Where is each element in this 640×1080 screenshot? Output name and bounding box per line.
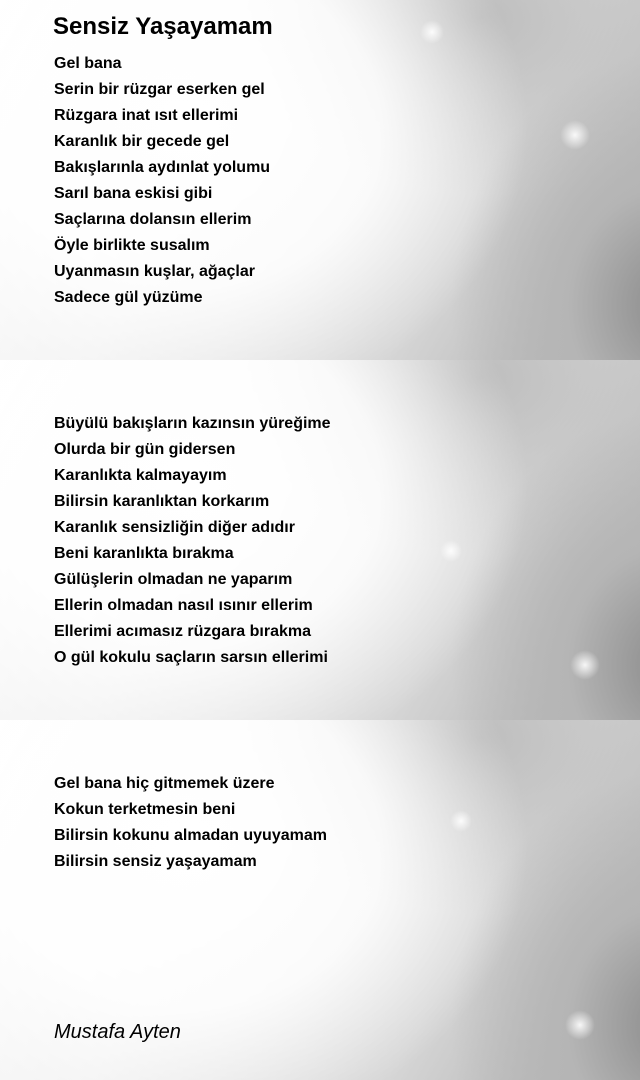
poem-line: O gül kokulu saçların sarsın ellerimi: [54, 649, 328, 666]
poem-line: Karanlık sensizliğin diğer adıdır: [54, 519, 295, 536]
poem-line: Sadece gül yüzüme: [54, 289, 203, 306]
stanza-3: [54, 771, 327, 875]
poem-title: Sensiz Yaşayamam: [53, 13, 273, 40]
poem-line: Bakışlarınla aydınlat yolumu: [54, 159, 271, 176]
poem-panel-2: [0, 360, 640, 720]
poem-line: Saçlarına dolansın ellerim: [54, 211, 252, 228]
poem-line: Bilirsin karanlıktan korkarım: [54, 493, 270, 510]
poem-line: Büyülü bakışların kazınsın yüreğime: [54, 415, 331, 432]
bokeh-light: [450, 810, 472, 832]
poem-line: Kokun terketmesin beni: [54, 801, 236, 818]
poem-line: Serin bir rüzgar eserken gel: [54, 81, 265, 98]
poem-line: Olurda bir gün gidersen: [54, 441, 236, 458]
poem-panel-1: [0, 0, 640, 360]
stanza-2: [54, 411, 331, 671]
poem-line: Ellerimi acımasız rüzgara bırakma: [54, 623, 312, 640]
poem-line: Gel bana: [54, 55, 122, 72]
poem-line: Bilirsin kokunu almadan uyuyamam: [54, 827, 327, 844]
bokeh-light: [560, 120, 590, 150]
poem-line: Karanlık bir gecede gel: [54, 133, 230, 150]
poem-line: Gel bana hiç gitmemek üzere: [54, 775, 275, 792]
poem-line: Beni karanlıkta bırakma: [54, 545, 234, 562]
poem-line: Bilirsin sensiz yaşayamam: [54, 853, 257, 870]
bokeh-light: [420, 20, 444, 44]
bokeh-light: [565, 1010, 595, 1040]
poem-line: Sarıl bana eskisi gibi: [54, 185, 213, 202]
bokeh-light: [570, 650, 600, 680]
poem-line: Ellerin olmadan nasıl ısınır ellerim: [54, 597, 313, 614]
bokeh-light: [440, 540, 462, 562]
poem-line: Uyanmasın kuşlar, ağaçlar: [54, 263, 255, 280]
poem-line: Karanlıkta kalmayayım: [54, 467, 227, 484]
stanza-1: [54, 51, 270, 311]
poem-line: Öyle birlikte susalım: [54, 237, 210, 254]
poem-line: Rüzgara inat ısıt ellerimi: [54, 107, 239, 124]
poem-panel-3: [0, 720, 640, 1080]
poem-author: Mustafa Ayten: [54, 1021, 181, 1043]
poem-line: Gülüşlerin olmadan ne yaparım: [54, 571, 293, 588]
